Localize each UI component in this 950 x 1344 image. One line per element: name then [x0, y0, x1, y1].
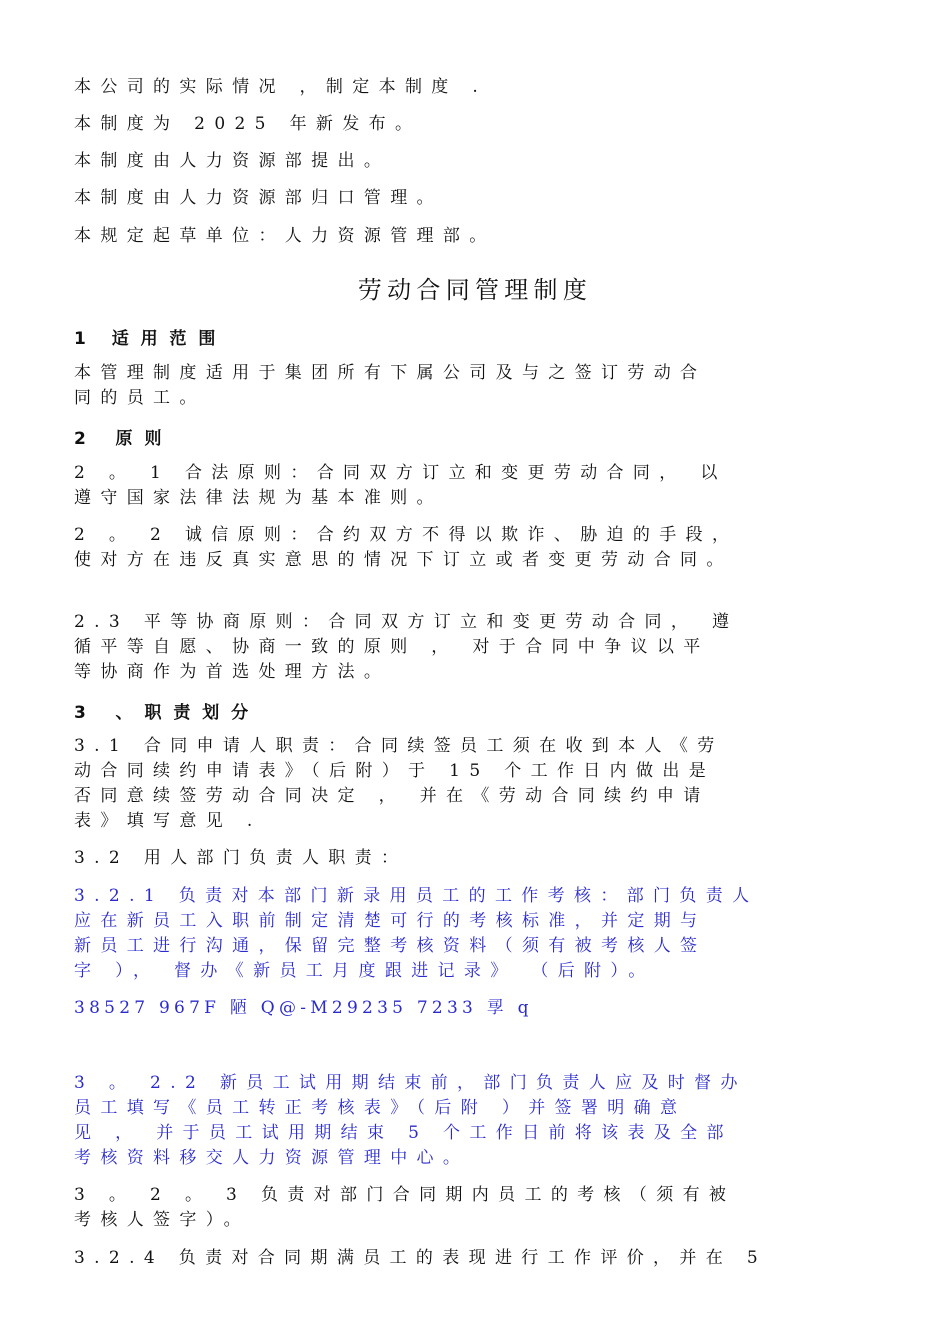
section-number: 1 [74, 329, 98, 349]
garbled-line: 38527 967F 陋 Q@-M29235 7233 孠 q [74, 998, 533, 1018]
section-heading-1 [74, 324, 227, 349]
paragraph-3-2-2: 3 。 2.2 新员工试用期结束前，部门负责人应及时督办 员工填写《员工转正考核表》（后附 ）并签署明确意 见 ， 并于员工试用期结束 5 个工作日前将该表及全部 考核资料移交人力资源管理中心。 [74, 1073, 747, 1168]
document-title: 劳动合同管理制度 [357, 276, 593, 304]
intro-line: 本制度为 2025 年新发布。 [74, 114, 422, 134]
intro-line: 本规定起草单位：人力资源管理部。 [74, 226, 496, 246]
paragraph-3-2-1: 3.2.1 负责对本部门新录用员工的工作考核：部门负责人 应在新员工入职前制定清楚可行的考核标准，并定期与 新员工进行沟通，保留完整考核资料（须有被考核人签 字 ）， 督办《新员工月度跟进记录》 （后附）。 [74, 886, 759, 981]
section-title: 适用范围 [111, 329, 228, 349]
paragraph-scope: 本管理制度适用于集团所有下属公司及与之签订劳动合 同的员工。 [74, 363, 707, 408]
paragraph-3-2-3: 3 。 2 。 3 负责对部门合同期内员工的考核（须有被 考核人签字）。 [74, 1185, 736, 1230]
intro-line: 本制度由人力资源部提出。 [74, 151, 391, 171]
paragraph-3-1: 3.1 合同申请人职责：合同续签员工须在收到本人《劳 动合同续约申请表》（后附）于 15 个工作日内做出是 否同意续签劳动合同决定 ， 并在《劳动合同续约申请 表》填写意见 . [74, 736, 724, 831]
section-heading-2: 2 原则 [74, 429, 174, 449]
section-heading-3: 3 、职责划分 [74, 703, 261, 723]
intro-line: 本公司的实际情况 ，制定本制度 . [74, 77, 488, 97]
paragraph-2-1: 2 。 1 合法原则：合同双方订立和变更劳动合同， 以 遵守国家法律法规为基本准则。 [74, 463, 727, 508]
intro-line: 本制度由人力资源部归口管理。 [74, 188, 443, 208]
paragraph-3-2: 3.2 用人部门负责人职责： [74, 848, 408, 868]
paragraph-2-3: 2.3 平等协商原则：合同双方订立和变更劳动合同， 遵 循平等自愿、协商一致的原则 ， 对于合同中争议以平 等协商作为首选处理方法。 [74, 612, 739, 682]
paragraph-2-2: 2 。 2 诚信原则：合约双方不得以欺诈、胁迫的手段， 使对方在违反真实意思的情况下订立或者变更劳动合同。 [74, 525, 739, 570]
paragraph-3-2-4: 3.2.4 负责对合同期满员工的表现进行工作评价，并在 5 [74, 1248, 768, 1268]
